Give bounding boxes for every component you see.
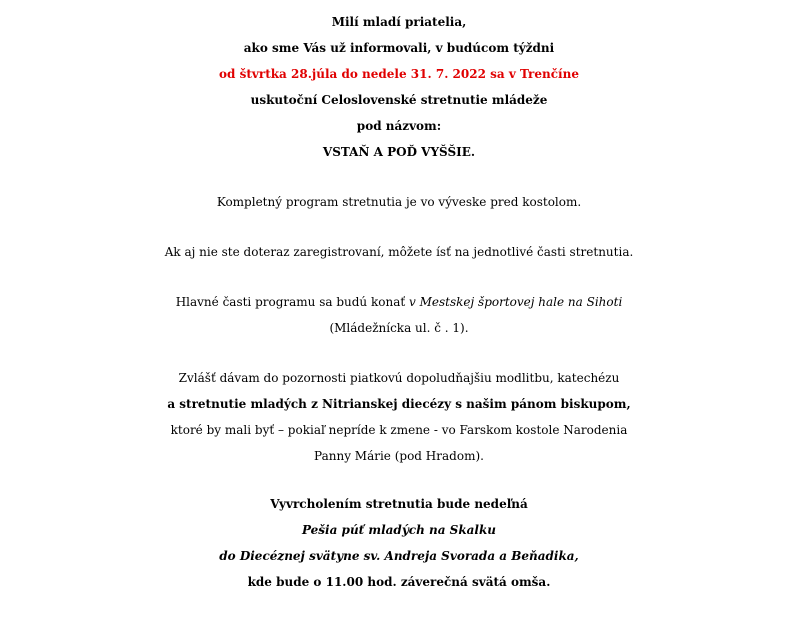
culmination-line-2: Pešia púť mladých na Skalku xyxy=(301,523,497,537)
named-label: pod názvom: xyxy=(356,119,442,133)
culmination-line-1: Vyvrcholením stretnutia bude nedeľná xyxy=(270,497,528,511)
intro-section xyxy=(0,9,798,165)
program-note: Kompletný program stretnutia je vo výveske pred kostolom. xyxy=(216,195,582,209)
friday-paragraph xyxy=(0,365,798,469)
friday-line-4: Panny Márie (pod Hradom). xyxy=(314,449,484,463)
culmination-line-4: kde bude o 11.00 hod. záverečná svätá omša. xyxy=(247,575,551,589)
registration-note: Ak aj nie ste doteraz zaregistrovaní, môžete ísť na jednotlivé časti stretnutia. xyxy=(164,245,634,259)
friday-line-2: a stretnutie mladých z Nitrianskej diecézy s našim pánom biskupom, xyxy=(167,397,631,411)
venue-prefix: Hlavné časti programu sa budú konať xyxy=(175,295,409,309)
greeting: Milí mladí priatelia, xyxy=(331,15,467,29)
event-title: VSTAŇ A POĎ VYŠŠIE. xyxy=(322,145,476,159)
event-dates: od štvrtka 28.júla do nedele 31. 7. 2022 sa v Trenčíne xyxy=(219,67,579,81)
venue-place: v Mestskej športovej hale na Sihoti xyxy=(409,295,623,309)
culmination-paragraph xyxy=(0,491,798,595)
venue-paragraph xyxy=(0,289,798,341)
event-description: uskutoční Celoslovenské stretnutie mládeže xyxy=(250,93,548,107)
venue-address: (Mládežnícka ul. č . 1). xyxy=(329,321,469,335)
venue-line xyxy=(0,289,798,315)
friday-line-1: Zvlášť dávam do pozornosti piatkovú dopoludňajšiu modlitbu, katechézu xyxy=(178,371,620,385)
friday-line-3: ktoré by mali byť – pokiaľ nepríde k zmene - vo Farskom kostole Narodenia xyxy=(170,423,628,437)
culmination-line-3: do Diecéznej svätyne sv. Andreja Svorada a Beňadika, xyxy=(219,549,579,563)
informed-line: ako sme Vás už informovali, v budúcom týždni xyxy=(243,41,555,55)
